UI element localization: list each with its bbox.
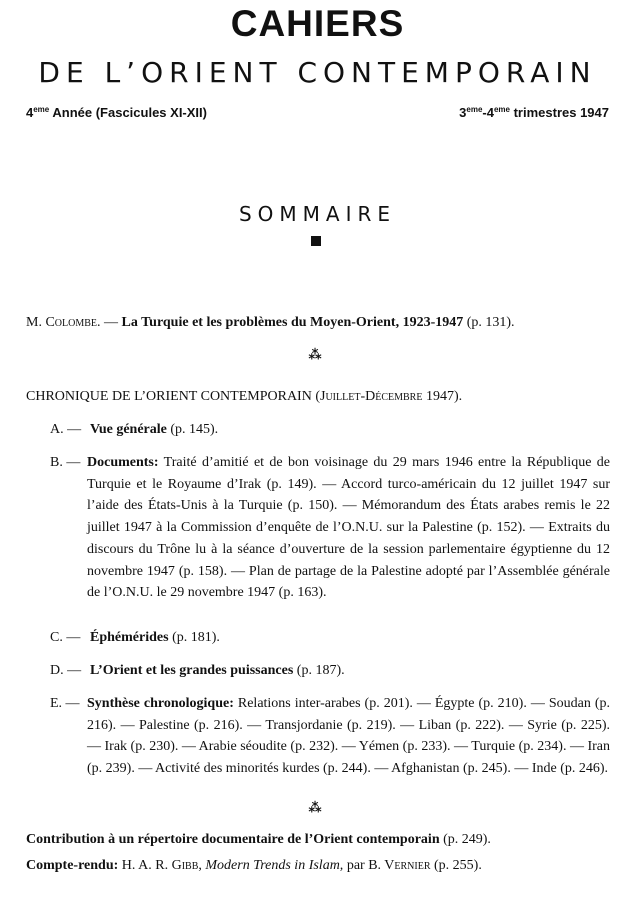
asterism-ornament: ⁂ <box>308 348 322 363</box>
square-ornament <box>311 236 321 246</box>
contribution-title: Contribution à un répertoire documentaire de l’Orient contemporain <box>26 832 440 847</box>
review-label: Compte-rendu: <box>26 858 119 873</box>
section-title: Synthèse chronologique: <box>87 696 234 711</box>
section-title: Éphémérides <box>90 630 169 645</box>
chronicle-period: (Juillet-Décembre 1947). <box>311 389 463 404</box>
section-body: Éphémérides (p. 181). <box>90 630 220 645</box>
review-work: Modern Trends in Islam, <box>201 858 344 873</box>
section-body: Vue générale (p. 145). <box>90 422 219 437</box>
reviewer-name: B. Vernier <box>368 858 431 873</box>
section-label: C. — <box>50 630 81 645</box>
section-title: L’Orient et les grandes puissances <box>90 663 294 678</box>
issue-year: 4eme Année (Fascicules XI-XII) <box>26 105 207 120</box>
journal-title: CAHIERS <box>230 3 405 44</box>
section-label: E. — <box>50 696 80 711</box>
chronicle-heading: CHRONIQUE DE L’ORIENT CONTEMPORAIN (Juillet-Décembre 1947). <box>26 389 463 404</box>
asterism-ornament: ⁂ <box>308 801 322 816</box>
contents-heading: SOMMAIRE <box>238 202 397 226</box>
issue-quarters: 3eme-4eme trimestres 1947 <box>459 105 609 120</box>
review-author: H. A. R. Gibb, <box>118 858 202 873</box>
journal-subtitle: DE L’ORIENT CONTEMPORAIN <box>38 56 597 89</box>
section-title: Vue générale <box>90 422 167 437</box>
section-label: D. — <box>50 663 82 678</box>
contribution-entry: Contribution à un répertoire documentaire de l’Orient contemporain (p. 249). <box>26 832 491 847</box>
section-title: Documents: <box>87 455 159 470</box>
article-title: La Turquie et les problèmes du Moyen-Orient, 1923-1947 <box>121 315 464 330</box>
section-label: A. — <box>50 422 82 437</box>
article-author: M. Colombe. <box>26 315 101 330</box>
section-body: Documents: Traité d’amitié et de bon voisinage du 29 mars 1946 entre la République de Turquie et le Royaume d’Irak (p. 149). — Accord turco-américain du 12 juillet 1947 sur l’aide des États-Unis à la Turquie (p. 150). — Mémorandum des États arabes remis le 22 juillet 1947 à la Commission d’enquête de l’O.N.U. sur la Palestine (p. 152). — Extraits du discours du Trône lu à la séance d’ouverture de la session parlementaire égyptienne du 12 novembre 1947 (p. 158). — Plan de partage de la Palestine adopté par l’Assemblée générale de l’O.N.U. le 29 novembre 1947 (p. 163). <box>87 455 610 601</box>
section-label: B. — <box>50 455 81 470</box>
article-entry: M. Colombe. — La Turquie et les problèmes du Moyen-Orient, 1923-1947 (p. 131). <box>26 315 515 330</box>
section-body: L’Orient et les grandes puissances (p. 187). <box>90 663 345 678</box>
review-entry: Compte-rendu: H. A. R. Gibb, Modern Trends in Islam, par B. Vernier (p. 255). <box>26 858 482 873</box>
section-body: Synthèse chronologique: Relations inter-arabes (p. 201). — Égypte (p. 210). — Soudan (p. 216). — Palestine (p. 216). — Transjordanie (p. 219). — Liban (p. 222). — Syrie (p. 225). — Irak (p. 230). — Arabie séoudite (p. 232). — Yémen (p. 233). — Turquie (p. 234). — Iran (p. 239). — Activité des minorités kurdes (p. 244). — Afghanistan (p. 245). — Inde (p. 246). <box>87 696 610 777</box>
